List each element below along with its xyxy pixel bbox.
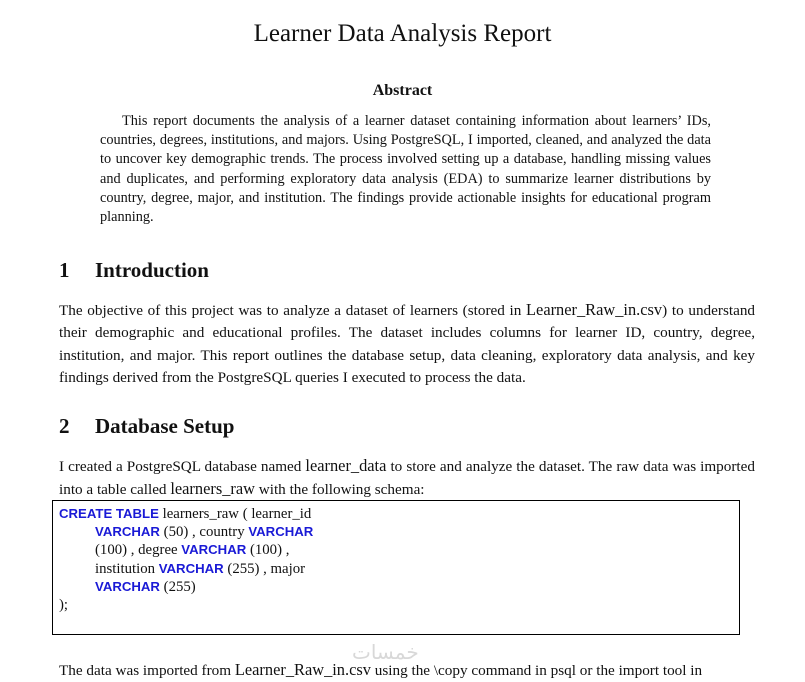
- code-keyword: VARCHAR: [95, 578, 160, 594]
- code-text: (50) , country: [159, 524, 249, 541]
- code-text: institution: [95, 560, 159, 577]
- code-text: (255): [159, 578, 196, 595]
- introduction-paragraph: [59, 299, 755, 389]
- abstract-heading: Abstract: [372, 82, 433, 99]
- section-introduction-heading: [59, 258, 209, 283]
- code-text: (100) , degree: [95, 542, 182, 559]
- code-text: learners_raw ( learner_id: [158, 506, 312, 522]
- code-keyword: CREATE TABLE: [59, 506, 159, 521]
- section-number: 2: [59, 414, 70, 438]
- section-title: Introduction: [95, 258, 209, 282]
- db-name: learner_data: [305, 456, 387, 475]
- code-keyword: VARCHAR: [181, 542, 247, 558]
- code-text: (255) , major: [223, 560, 306, 577]
- code-keyword: VARCHAR: [248, 524, 314, 540]
- code-keyword: VARCHAR: [95, 524, 160, 540]
- table-name: learners_raw: [170, 479, 255, 499]
- intro-text-b: ) to understand their demographic and educational profiles. The dataset includes columns for learner ID, country, degree, institution, and major. This report outlines the database setup, data cleaning, exploratory data analysis, and key findings derived from the PostgreSQL queries I executed to process the data.: [59, 302, 756, 386]
- intro-file-name: Learner_Raw_in.csv: [526, 300, 663, 319]
- section-number: 1: [59, 258, 70, 282]
- section-title: Database Setup: [95, 414, 235, 438]
- code-text: );: [59, 596, 69, 613]
- code-line: [59, 523, 739, 541]
- sql-code-block: [52, 500, 740, 635]
- import-text-b: using the \copy command in psql or the import tool in: [370, 662, 703, 679]
- code-line: [59, 505, 739, 523]
- database-setup-paragraph: [59, 455, 755, 502]
- section-database-setup-heading: [59, 414, 234, 439]
- code-text: (100) ,: [246, 542, 290, 559]
- code-line: [59, 578, 739, 596]
- setup-text-c: with the following schema:: [254, 481, 425, 499]
- import-text-a: The data was imported from: [59, 662, 235, 679]
- setup-text-a: I created a PostgreSQL database named: [59, 458, 306, 475]
- setup-text-b: to store and analyze the dataset. The raw data was imported into a table called: [59, 458, 755, 499]
- code-line: [59, 596, 739, 614]
- page-title: Learner Data Analysis Report: [253, 20, 552, 47]
- import-file-name: Learner_Raw_in.csv: [234, 660, 371, 679]
- code-line: [59, 541, 739, 559]
- import-paragraph: [59, 660, 789, 680]
- watermark-logo: خمسات: [352, 640, 419, 664]
- code-keyword: VARCHAR: [158, 560, 224, 576]
- intro-text-a: The objective of this project was to analyze a dataset of learners (stored in: [59, 302, 527, 319]
- abstract-text: This report documents the analysis of a learner dataset containing information about learners’ IDs, countries, degrees, institutions, and majors. Using PostgreSQL, I imported, cleaned, and analyzed the data to uncover key demographic trends. The process involved setting up a database, handling missing values and duplicates, and performing exploratory data analysis (EDA) to summarize learner distributions by country, degree, major, and institution. The findings provide actionable insights for educational program planning.: [100, 113, 711, 226]
- code-line: [59, 560, 739, 578]
